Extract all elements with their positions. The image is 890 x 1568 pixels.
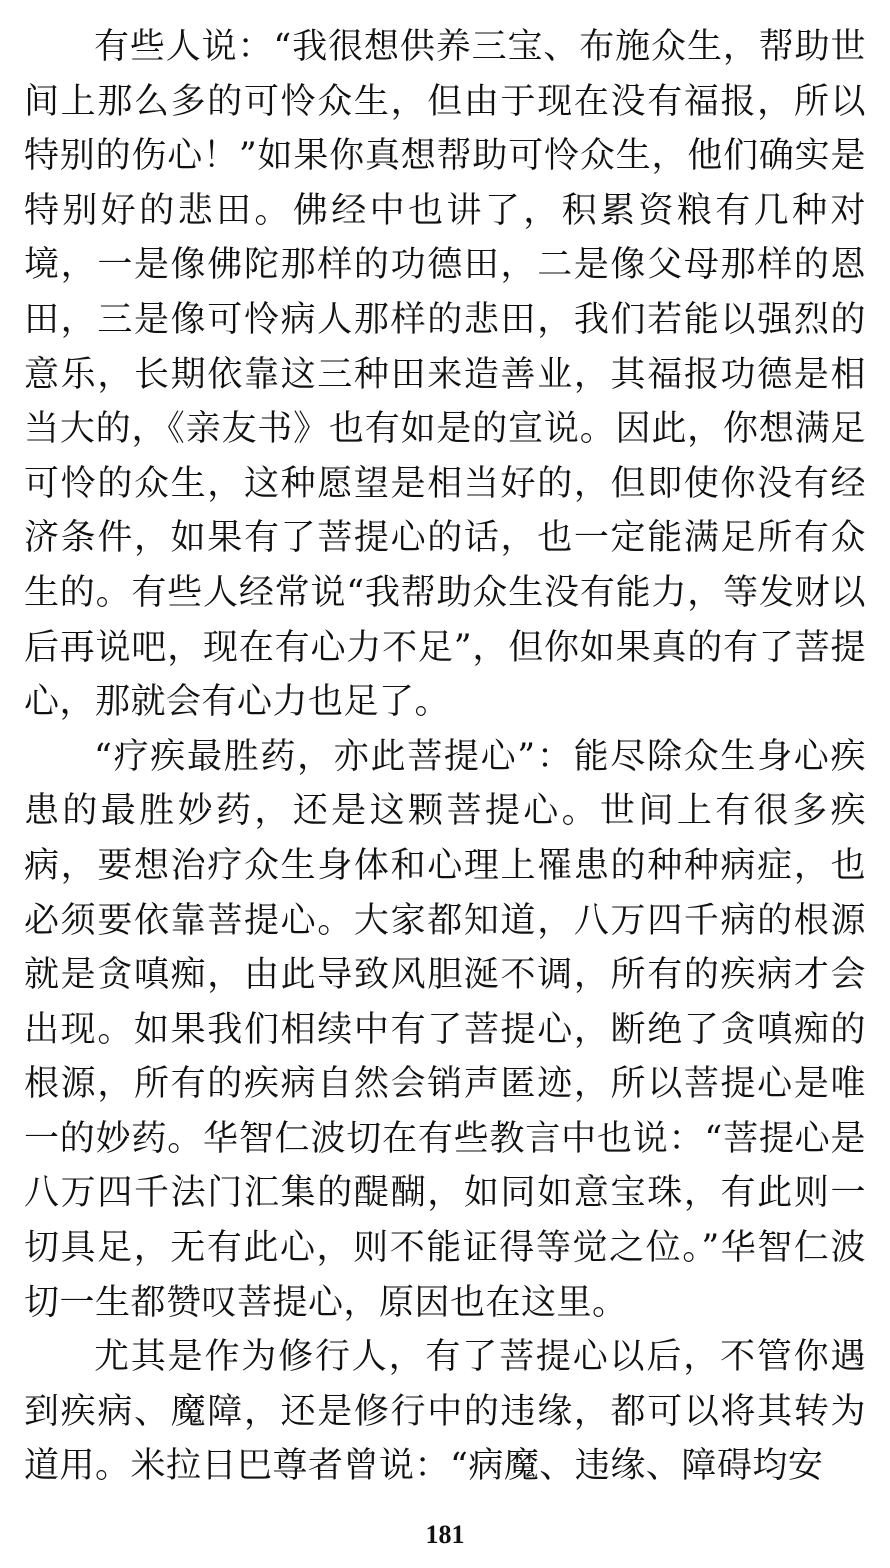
paragraph-2: “疗疾最胜药，亦此菩提心”：能尽除众生身心疾患的最胜妙药，还是这颗菩提心。世间上有很多疾病，要想治疗众生身体和心理上罹患的种种病症，也必须要依靠菩提心。大家都知道，八万四千病的根源就是贪嗔痴，由此导致风胆涎不调，所有的疾病才会出现。如果我们相续中有了菩提心，断绝了贪嗔痴的根源，所有的疾病自然会销声匿迹，所以菩提心是唯一的妙药。华智仁波切在有些教言中也说：“菩提心是八万四千法门汇集的醍醐，如同如意宝珠，有此则一切具足，无有此心，则不能证得等觉之位。”华智仁波切一生都赞叹菩提心，原因也在这里。 xyxy=(24,736,866,1323)
text-body xyxy=(24,20,866,1494)
paragraph-3: 尤其是作为修行人，有了菩提心以后，不管你遇到疾病、魔障，还是修行中的违缘，都可以将其转为道用。米拉日巴尊者曾说：“病魔、违缘、障碍均安 xyxy=(24,1337,866,1487)
paragraph-1: 有些人说：“我很想供养三宝、布施众生，帮助世间上那么多的可怜众生，但由于现在没有福报，所以特别的伤心！”如果你真想帮助可怜众生，他们确实是特别好的悲田。佛经中也讲了，积累资粮有几种对境，一是像佛陀那样的功德田，二是像父母那样的恩田，三是像可怜病人那样的悲田，我们若能以强烈的意乐，长期依靠这三种田来造善业，其福报功德是相当大的，《亲友书》也有如是的宣说。因此，你想满足可怜的众生，这种愿望是相当好的，但即使你没有经济条件，如果有了菩提心的话，也一定能满足所有众生的。有些人经常说“我帮助众生没有能力，等发财以后再说吧，现在有心力不足”，但你如果真的有了菩提心，那就会有心力也足了。 xyxy=(24,27,866,723)
page-number: 181 xyxy=(425,1520,465,1549)
